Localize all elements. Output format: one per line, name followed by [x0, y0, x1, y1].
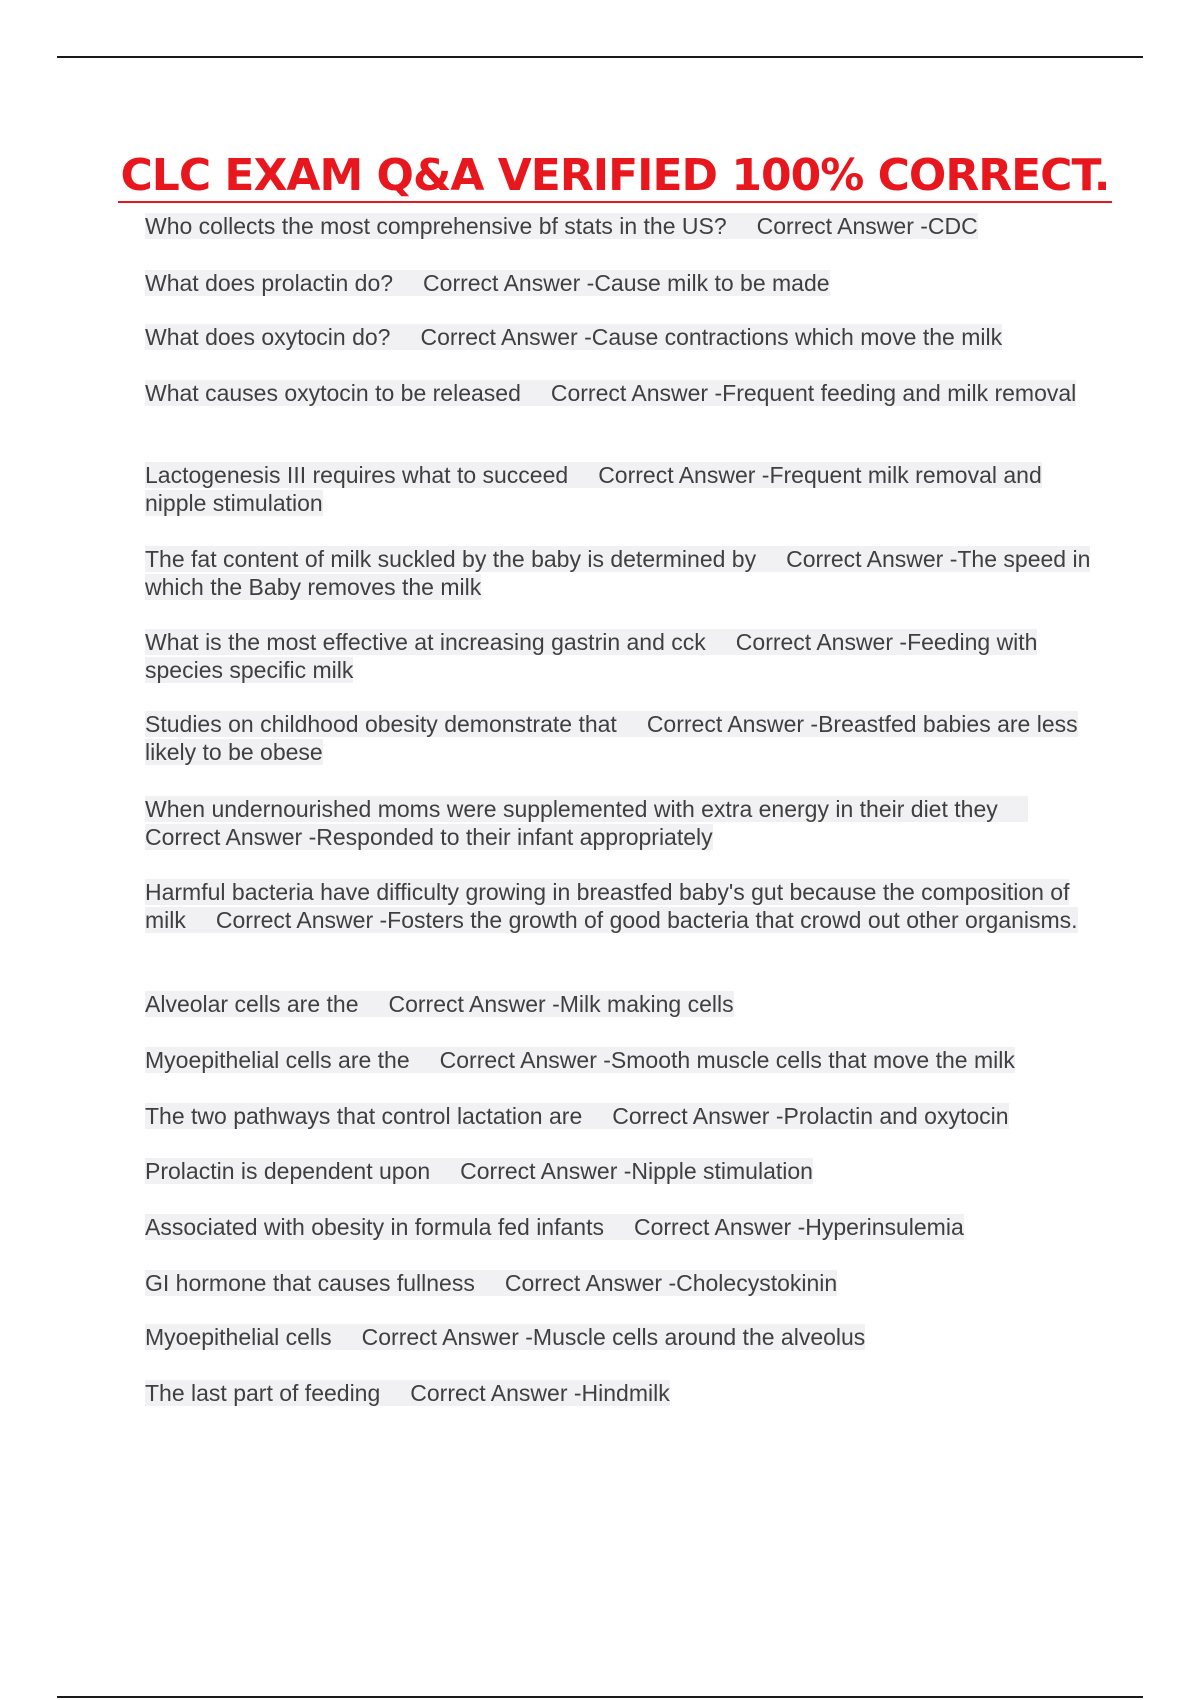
qa-item — [145, 1102, 1095, 1130]
qa-text — [145, 711, 1078, 765]
qa-text — [145, 1380, 670, 1406]
qa-text — [145, 380, 1076, 406]
question-text: Myoepithelial cells — [145, 1324, 332, 1350]
answer-text: Prolactin and oxytocin — [783, 1103, 1009, 1129]
answer-prefix: Correct Answer - — [735, 629, 908, 655]
answer-text: Muscle cells around the alveolus — [532, 1324, 866, 1350]
answer-prefix: Correct Answer - — [420, 324, 592, 350]
qa-item — [145, 545, 1095, 601]
answer-prefix: Correct Answer - — [423, 270, 595, 296]
answer-text: Hindmilk — [581, 1380, 670, 1406]
page-title — [0, 148, 1200, 204]
bottom-rule — [57, 1696, 1143, 1698]
answer-prefix: Correct Answer - — [361, 1324, 533, 1350]
qa-text — [145, 324, 1002, 350]
answer-prefix: Correct Answer - — [786, 546, 958, 572]
qa-item — [145, 379, 1095, 407]
qa-item — [145, 461, 1095, 517]
answer-text: Responded to their infant appropriately — [316, 824, 713, 850]
top-rule — [57, 56, 1143, 58]
answer-text: Cause milk to be made — [594, 270, 830, 296]
qa-item — [145, 1046, 1095, 1074]
question-text: What does oxytocin do? — [145, 324, 391, 350]
question-text: Who collects the most comprehensive bf stats in the US? — [145, 213, 727, 239]
qa-item — [145, 1323, 1095, 1351]
qa-text — [145, 1047, 1015, 1073]
question-text: Lactogenesis III requires what to succeed — [145, 462, 569, 488]
answer-text: Frequent milk removal and nipple stimulation — [145, 462, 1042, 516]
qa-text — [145, 879, 1078, 933]
question-text: Myoepithelial cells are the — [145, 1047, 410, 1073]
qa-item — [145, 990, 1095, 1018]
qa-text — [145, 270, 830, 296]
question-text: Harmful bacteria have difficulty growing in breastfed baby's gut because the composition of milk — [145, 879, 1070, 933]
qa-item — [145, 1157, 1095, 1185]
answer-text: Cause contractions which move the milk — [591, 324, 1003, 350]
qa-item — [145, 212, 1095, 240]
question-text: What causes oxytocin to be released — [145, 380, 521, 406]
question-text: Studies on childhood obesity demonstrate that — [145, 711, 617, 737]
answer-prefix: Correct Answer - — [388, 991, 560, 1017]
question-text: GI hormone that causes fullness — [145, 1270, 475, 1296]
answer-text: Hyperinsulemia — [805, 1214, 964, 1240]
qa-text — [145, 1103, 1009, 1129]
question-text: What is the most effective at increasing gastrin and cck — [145, 629, 706, 655]
qa-item — [145, 628, 1095, 684]
question-text: The two pathways that control lactation are — [145, 1103, 583, 1129]
question-text: Prolactin is dependent upon — [145, 1158, 431, 1184]
qa-text — [145, 1270, 837, 1296]
answer-text: Nipple stimulation — [631, 1158, 813, 1184]
answer-prefix: Correct Answer - — [633, 1214, 806, 1240]
question-text: The last part of feeding — [145, 1380, 381, 1406]
answer-text: The speed in which the Baby removes the milk — [145, 546, 1091, 600]
qa-item — [145, 269, 1095, 297]
answer-text: Smooth muscle cells that move the milk — [610, 1047, 1015, 1073]
qa-text — [145, 462, 1042, 516]
qa-item — [145, 795, 1095, 851]
qa-item — [145, 1213, 1095, 1241]
question-text: Associated with obesity in formula fed infants — [145, 1214, 604, 1240]
qa-item — [145, 878, 1095, 934]
answer-prefix: Correct Answer - — [550, 380, 723, 406]
qa-text — [145, 629, 1037, 683]
answer-prefix: Correct Answer - — [646, 711, 819, 737]
question-text: Alveolar cells are the — [145, 991, 359, 1017]
question-text: What does prolactin do? — [145, 270, 394, 296]
answer-prefix: Correct Answer - — [145, 824, 317, 850]
page-title-text: CLC EXAM Q&A VERIFIED 100% CORRECT. — [120, 150, 1110, 201]
answer-text: CDC — [927, 213, 978, 239]
answer-prefix: Correct Answer - — [504, 1270, 677, 1296]
qa-text — [145, 796, 1028, 850]
answer-prefix: Correct Answer - — [612, 1103, 784, 1129]
answer-prefix: Correct Answer - — [460, 1158, 632, 1184]
answer-text: Fosters the growth of good bacteria that crowd out other organisms. — [387, 907, 1078, 933]
qa-text — [145, 1158, 813, 1184]
question-text: When undernourished moms were supplemented with extra energy in their diet they — [145, 796, 998, 822]
qa-text — [145, 991, 734, 1017]
qa-text — [145, 546, 1090, 600]
answer-prefix: Correct Answer - — [756, 213, 928, 239]
answer-text: Breastfed babies are less likely to be obese — [145, 711, 1078, 765]
answer-text: Feeding with species specific milk — [145, 629, 1038, 683]
qa-text — [145, 1214, 964, 1240]
qa-text — [145, 213, 978, 239]
answer-prefix: Correct Answer - — [598, 462, 770, 488]
qa-item — [145, 323, 1095, 351]
qa-text — [145, 1324, 865, 1350]
answer-prefix: Correct Answer - — [410, 1380, 582, 1406]
qa-item — [145, 1269, 1095, 1297]
question-text: The fat content of milk suckled by the baby is determined by — [145, 546, 757, 572]
qa-item — [145, 1379, 1095, 1407]
answer-prefix: Correct Answer - — [439, 1047, 611, 1073]
answer-text: Frequent feeding and milk removal — [722, 380, 1077, 406]
answer-prefix: Correct Answer - — [215, 907, 388, 933]
answer-text: Cholecystokinin — [676, 1270, 838, 1296]
qa-item — [145, 710, 1095, 766]
answer-text: Milk making cells — [559, 991, 734, 1017]
